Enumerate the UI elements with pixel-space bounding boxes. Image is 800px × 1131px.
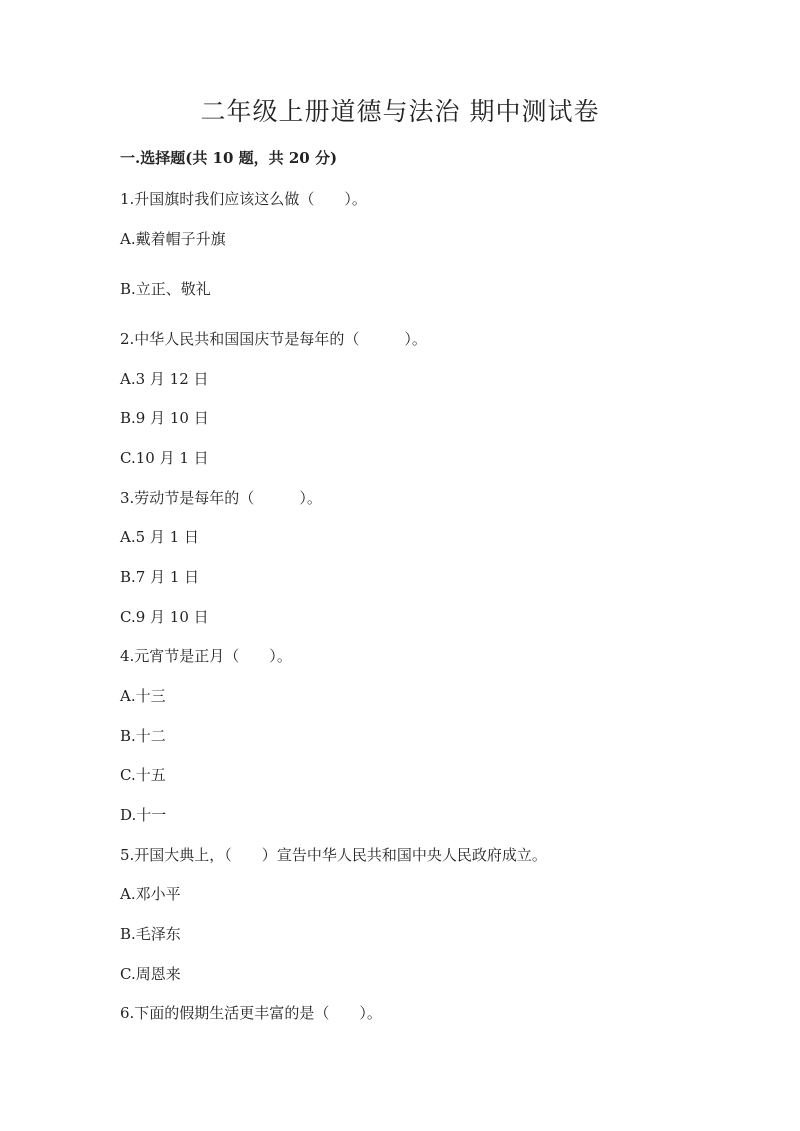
option-2b: B.9 月 10 日: [120, 409, 209, 427]
option-5c: C.周恩来: [120, 965, 181, 983]
option-3b: B.7 月 1 日: [120, 568, 200, 586]
option-4b: B.十二: [120, 727, 166, 745]
option-3a: A.5 月 1 日: [120, 528, 199, 546]
question-3: 3.劳动节是每年的（ ）。: [120, 489, 322, 507]
section-heading: 一.选择题(共 10 题，共 20 分): [120, 149, 338, 167]
option-4c: C.十五: [120, 766, 166, 784]
question-4: 4.元宵节是正月（ ）。: [120, 647, 292, 665]
question-2: 2.中华人民共和国国庆节是每年的（ ）。: [120, 330, 427, 348]
option-1b: B.立正、敬礼: [120, 280, 211, 298]
question-5: 5.开国大典上，（ ）宣告中华人民共和国中央人民政府成立。: [120, 846, 547, 864]
option-1a: A.戴着帽子升旗: [120, 230, 226, 248]
question-6: 6.下面的假期生活更丰富的是（ ）。: [120, 1004, 382, 1022]
option-4a: A.十三: [120, 687, 166, 705]
option-5a: A.邓小平: [120, 885, 181, 903]
option-2a: A.3 月 12 日: [120, 370, 209, 388]
option-5b: B.毛泽东: [120, 925, 181, 943]
question-1: 1.升国旗时我们应该这么做（ ）。: [120, 190, 367, 208]
option-3c: C.9 月 10 日: [120, 608, 209, 626]
option-4d: D.十一: [120, 806, 167, 824]
page-title: 二年级上册道德与法治 期中测试卷: [200, 97, 600, 126]
option-2c: C.10 月 1 日: [120, 449, 209, 467]
